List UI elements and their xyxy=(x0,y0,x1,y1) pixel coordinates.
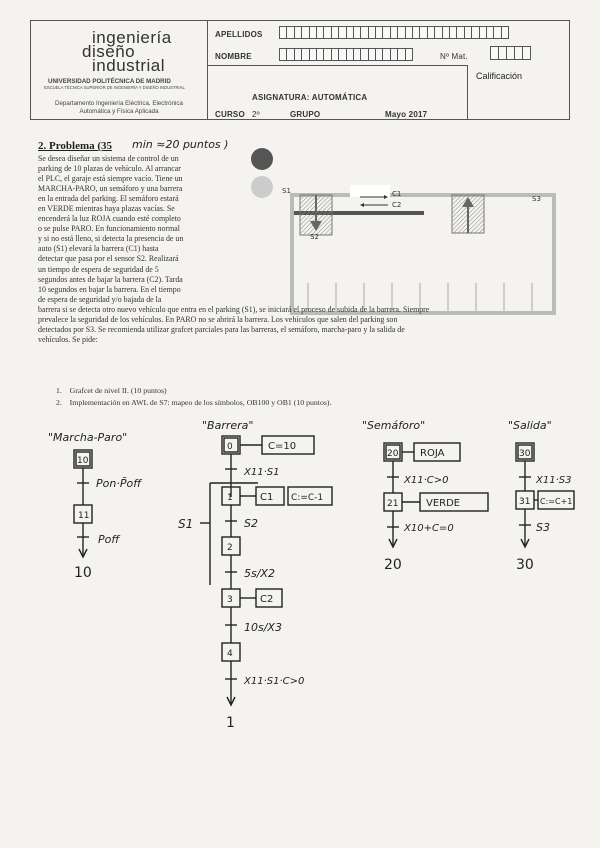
asignatura-label: ASIGNATURA: AUTOMÁTICA xyxy=(252,93,368,102)
barrera-transition-4: 10s/X3 xyxy=(244,621,282,634)
nmat-field[interactable] xyxy=(490,46,530,60)
svg-text:C:=C-1: C:=C-1 xyxy=(291,493,324,503)
svg-text:ROJA: ROJA xyxy=(420,448,445,459)
barrera-transition-3: 5s/X2 xyxy=(244,567,275,580)
salida-transition-2: S3 xyxy=(536,521,550,534)
nombre-field[interactable] xyxy=(279,48,412,61)
department-line1: Departamento Ingeniería Eléctrica, Electrónica xyxy=(55,100,183,107)
svg-text:21: 21 xyxy=(387,499,399,509)
grafcet-drawings-right xyxy=(340,405,600,585)
task-item-2: 2. Implementación en AWL de S7: mapeo de los símbolos, OB100 y OB1 (10 puntos). xyxy=(56,398,332,407)
svg-text:20: 20 xyxy=(387,449,399,459)
svg-text:1: 1 xyxy=(227,493,233,503)
problem-title-handwritten: min ≈20 puntos ) xyxy=(132,138,229,151)
department-line2: Automática y Física Aplicada xyxy=(79,108,159,115)
s1-label: S1 xyxy=(282,187,291,195)
svg-text:2: 2 xyxy=(227,543,233,553)
svg-text:11: 11 xyxy=(78,511,90,521)
svg-text:0: 0 xyxy=(227,442,233,452)
task-item-1: 1. Grafcet de nivel II. (10 puntos) xyxy=(56,386,167,395)
barrera-side-transition: S1 xyxy=(178,517,194,531)
problem-title: 2. Problema (35 xyxy=(38,140,113,152)
s3-label: S3 xyxy=(532,195,541,203)
problem-text-narrow: Se desea diseñar un sistema de control de un parking de 10 plazas de vehículo. Al arrancar el PLC, el garaje está siempre vacío. Tiene un MARCHA-PARO, un semáforo y una barrera en la entrada del parking. El semáforo estará en VERDE mientras haya plazas vacías. Se encenderá la luz ROJA cuando esté completo o se pulse PARO. En funcionamiento normal y si no está lleno, si detecta la presencia de un auto (S1) elevará la barrera (C1) hasta detectar que pasa por el sensor S2. Realizará un tiempo de espera de seguridad de 5 segundos antes de bajar la barrera (C2). Tarda 10 segundos en bajar la barrera. En el tiempo de espera de seguridad y/o bajada de la xyxy=(38,154,184,304)
marcha-target: 10 xyxy=(74,565,92,581)
semaforo-target: 20 xyxy=(384,557,402,573)
svg-text:C=10: C=10 xyxy=(268,441,297,452)
c1-label: C1 xyxy=(392,190,402,198)
svg-text:C:=C+1: C:=C+1 xyxy=(540,497,573,506)
barrera-transition-2: S2 xyxy=(244,517,258,530)
logo-cell xyxy=(30,20,208,120)
traffic-light-red-icon xyxy=(251,148,273,170)
svg-text:C1: C1 xyxy=(260,492,274,503)
grupo-label: GRUPO xyxy=(290,110,321,119)
barrera-target: 1 xyxy=(226,715,235,731)
salida-target: 30 xyxy=(516,557,534,573)
nmat-label: Nº Mat. xyxy=(440,52,468,61)
svg-text:VERDE: VERDE xyxy=(426,498,461,509)
logo-text-top: ingeniería xyxy=(92,28,172,47)
apellidos-label: APELLIDOS xyxy=(215,30,263,39)
svg-text:4: 4 xyxy=(227,649,233,659)
traffic-light-green-icon xyxy=(251,176,273,198)
c2-label: C2 xyxy=(392,201,402,209)
grafcet-salida-title: "Salida" xyxy=(508,419,552,432)
svg-text:31: 31 xyxy=(519,497,531,507)
s2-label: S2 xyxy=(310,233,319,241)
curso-value: 2º xyxy=(252,110,260,119)
marcha-transition-2: Poff xyxy=(98,533,120,546)
calificacion-box xyxy=(467,65,570,120)
problem-text-wide: barrera si se detecta otro nuevo vehículo que entra en el parking (S1), se iniciará el proceso de subida de la barrera. Siempre prevalece la seguridad de los vehículos. En PARO no se abrirá la barrera. Los vehículos que salen del parking son detectados por S3. Se recomienda utilizar grafcet parciales para las barreras, el semáforo, marcha-paro y la salida de vehículos. Se pide: xyxy=(38,305,430,345)
nombre-label: NOMBRE xyxy=(215,52,252,61)
svg-text:10: 10 xyxy=(77,456,89,466)
semaforo-transition-2: X10+C=0 xyxy=(404,523,454,534)
grafcet-semaforo-title: "Semáforo" xyxy=(362,419,426,432)
logo-text-mid: diseño xyxy=(82,42,136,61)
marcha-transition-1: Pon·P̄off xyxy=(96,477,142,490)
parking-diagram xyxy=(240,145,570,330)
svg-text:C2: C2 xyxy=(260,594,274,605)
svg-text:3: 3 xyxy=(227,595,233,605)
svg-text:30: 30 xyxy=(519,449,531,459)
c2-arrow-icon xyxy=(360,203,364,207)
semaforo-transition-1: X11·C>0 xyxy=(404,475,449,486)
header-divider xyxy=(208,65,467,66)
exam-date: Mayo 2017 xyxy=(385,110,428,119)
barrera-transition-1: X11·S1 xyxy=(244,467,280,478)
salida-transition-1: X11·S3 xyxy=(536,475,572,486)
calificacion-label: Calificación xyxy=(476,71,523,81)
university-name: UNIVERSIDAD POLITÉCNICA DE MADRID xyxy=(48,78,171,85)
grafcet-barrera-title: "Barrera" xyxy=(202,419,254,432)
school-name: ESCUELA TÉCNICA SUPERIOR DE INGENIERÍA Y DISEÑO INDUSTRIAL xyxy=(44,85,185,90)
apellidos-field[interactable] xyxy=(279,26,508,39)
grafcet-marcha-title: "Marcha-Paro" xyxy=(48,431,128,444)
curso-label: CURSO xyxy=(215,110,245,119)
logo-text-bot: industrial xyxy=(92,56,166,75)
barrera-transition-5: X11·S1·C>0 xyxy=(244,676,305,687)
